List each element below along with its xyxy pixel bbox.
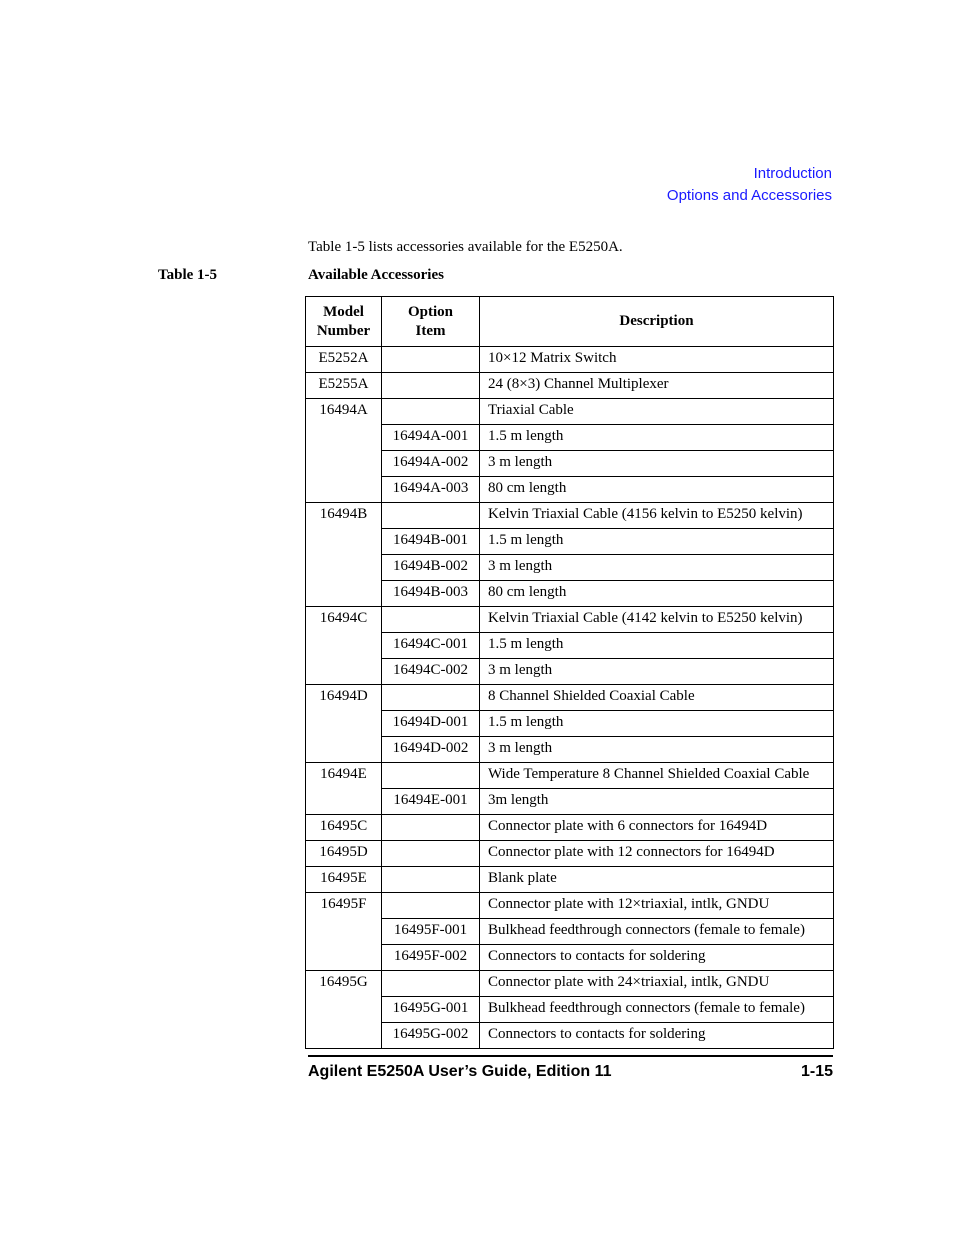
table-row — [306, 737, 834, 763]
description-cell: 24 (8×3) Channel Multiplexer — [480, 373, 834, 399]
model-number-cell: E5255A — [306, 373, 382, 399]
option-item-cell: 16494B-001 — [382, 529, 480, 555]
option-item-cell — [382, 841, 480, 867]
column-header-option-line2: Item — [415, 322, 446, 339]
footer-title: Agilent E5250A User’s Guide, Edition 11 — [308, 1063, 612, 1080]
description-cell: 3 m length — [480, 451, 834, 477]
table-row — [306, 451, 834, 477]
model-number-cell: E5252A — [306, 347, 382, 373]
table-row — [306, 529, 834, 555]
model-number-cell: 16494E — [306, 763, 382, 815]
table-body — [306, 347, 834, 1049]
table-row — [306, 997, 834, 1023]
description-cell: Connectors to contacts for soldering — [480, 945, 834, 971]
option-item-cell — [382, 607, 480, 633]
intro-paragraph: Table 1-5 lists accessories available for the E5250A. — [308, 239, 623, 255]
description-cell: Connector plate with 12×triaxial, intlk, GNDU — [480, 893, 834, 919]
description-cell: 8 Channel Shielded Coaxial Cable — [480, 685, 834, 711]
table-row — [306, 477, 834, 503]
table-row — [306, 503, 834, 529]
option-item-cell: 16494C-002 — [382, 659, 480, 685]
option-item-cell — [382, 867, 480, 893]
description-cell: 1.5 m length — [480, 425, 834, 451]
column-header-option-line1: Option — [407, 303, 453, 320]
table-header-row — [306, 297, 834, 347]
description-cell: 1.5 m length — [480, 633, 834, 659]
description-cell: Connector plate with 24×triaxial, intlk, GNDU — [480, 971, 834, 997]
table-title: Available Accessories — [308, 267, 444, 283]
model-number-cell: 16494A — [306, 399, 382, 503]
accessories-table — [305, 296, 834, 1049]
description-cell: 1.5 m length — [480, 711, 834, 737]
description-cell: 80 cm length — [480, 477, 834, 503]
option-item-cell — [382, 815, 480, 841]
table-label: Table 1-5 — [158, 267, 218, 283]
option-item-cell — [382, 373, 480, 399]
option-item-cell: 16494A-001 — [382, 425, 480, 451]
table-row — [306, 1023, 834, 1049]
option-item-cell — [382, 763, 480, 789]
column-header-option — [382, 297, 480, 347]
column-header-description: Description — [480, 297, 834, 347]
table-row — [306, 373, 834, 399]
description-cell: Connector plate with 12 connectors for 16494D — [480, 841, 834, 867]
model-number-cell: 16494C — [306, 607, 382, 685]
model-number-cell: 16495C — [306, 815, 382, 841]
description-cell: 1.5 m length — [480, 529, 834, 555]
table-row — [306, 971, 834, 997]
description-cell: Wide Temperature 8 Channel Shielded Coaxial Cable — [480, 763, 834, 789]
table-row — [306, 893, 834, 919]
option-item-cell: 16494A-002 — [382, 451, 480, 477]
description-cell: 80 cm length — [480, 581, 834, 607]
description-cell: Blank plate — [480, 867, 834, 893]
table-row — [306, 815, 834, 841]
table-row — [306, 633, 834, 659]
option-item-cell: 16495G-002 — [382, 1023, 480, 1049]
description-cell: 3 m length — [480, 659, 834, 685]
table-row — [306, 555, 834, 581]
table-row — [306, 763, 834, 789]
table-row — [306, 711, 834, 737]
running-header-section: Introduction — [753, 165, 832, 182]
option-item-cell: 16495F-002 — [382, 945, 480, 971]
option-item-cell: 16495G-001 — [382, 997, 480, 1023]
description-cell: Connector plate with 6 connectors for 16494D — [480, 815, 834, 841]
option-item-cell: 16494B-002 — [382, 555, 480, 581]
column-header-model — [306, 297, 382, 347]
option-item-cell: 16494B-003 — [382, 581, 480, 607]
model-number-cell: 16495E — [306, 867, 382, 893]
description-cell: Kelvin Triaxial Cable (4156 kelvin to E5250 kelvin) — [480, 503, 834, 529]
table-row — [306, 425, 834, 451]
description-cell: Triaxial Cable — [480, 399, 834, 425]
description-cell: 3 m length — [480, 737, 834, 763]
option-item-cell: 16494D-001 — [382, 711, 480, 737]
model-number-cell: 16495G — [306, 971, 382, 1049]
description-cell: Bulkhead feedthrough connectors (female to female) — [480, 919, 834, 945]
table-row — [306, 867, 834, 893]
description-cell: 10×12 Matrix Switch — [480, 347, 834, 373]
description-cell: 3m length — [480, 789, 834, 815]
table-row — [306, 841, 834, 867]
option-item-cell: 16494A-003 — [382, 477, 480, 503]
table-row — [306, 789, 834, 815]
option-item-cell: 16495F-001 — [382, 919, 480, 945]
table-row — [306, 581, 834, 607]
table-row — [306, 399, 834, 425]
column-header-model-line1: Model — [323, 303, 364, 320]
description-cell: 3 m length — [480, 555, 834, 581]
table-row — [306, 945, 834, 971]
option-item-cell — [382, 685, 480, 711]
description-cell: Connectors to contacts for soldering — [480, 1023, 834, 1049]
model-number-cell: 16495D — [306, 841, 382, 867]
option-item-cell — [382, 893, 480, 919]
description-cell: Bulkhead feedthrough connectors (female to female) — [480, 997, 834, 1023]
option-item-cell — [382, 503, 480, 529]
running-header-subsection: Options and Accessories — [666, 187, 832, 204]
option-item-cell — [382, 399, 480, 425]
option-item-cell — [382, 971, 480, 997]
model-number-cell: 16495F — [306, 893, 382, 971]
table-row — [306, 919, 834, 945]
option-item-cell: 16494C-001 — [382, 633, 480, 659]
description-cell: Kelvin Triaxial Cable (4142 kelvin to E5250 kelvin) — [480, 607, 834, 633]
table-row — [306, 685, 834, 711]
column-header-model-line2: Number — [316, 322, 371, 339]
page-number: 1-15 — [800, 1063, 833, 1080]
option-item-cell: 16494D-002 — [382, 737, 480, 763]
model-number-cell: 16494B — [306, 503, 382, 607]
table-row — [306, 659, 834, 685]
model-number-cell: 16494D — [306, 685, 382, 763]
footer-rule — [308, 1055, 833, 1057]
table-row — [306, 607, 834, 633]
option-item-cell: 16494E-001 — [382, 789, 480, 815]
option-item-cell — [382, 347, 480, 373]
table-row — [306, 347, 834, 373]
